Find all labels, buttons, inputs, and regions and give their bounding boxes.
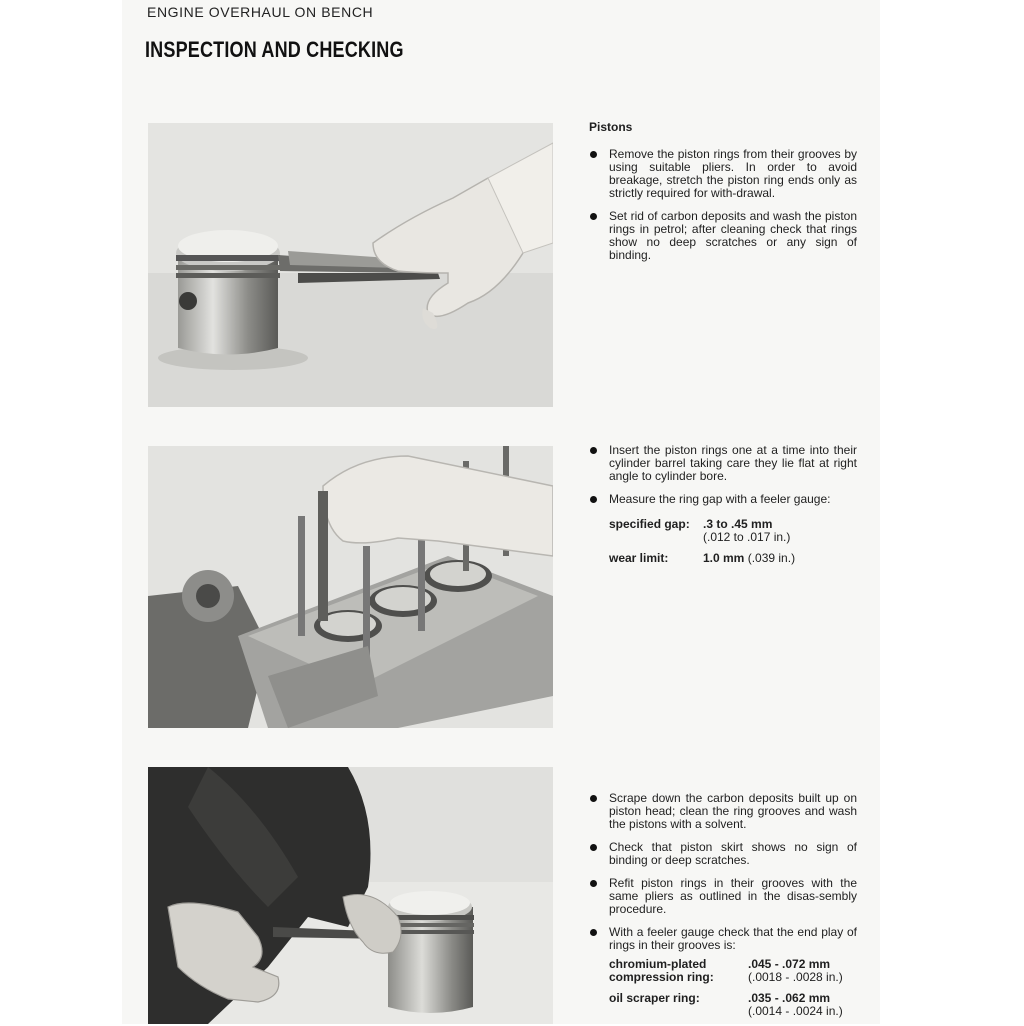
spec-wear-limit	[609, 552, 857, 565]
list-item: Insert the piston rings one at a time into their cylinder barrel taking care they lie flat at right angle to cylinder bore.	[589, 444, 857, 483]
list-item: Measure the ring gap with a feeler gauge:	[589, 493, 857, 506]
text-block-ring-gap	[589, 444, 857, 577]
photo-feeler-gauge-on-piston	[148, 767, 553, 1024]
photo-ring-in-cylinder-bore	[148, 446, 553, 728]
bullet-icon	[590, 447, 597, 454]
spec-oil-scraper-ring	[609, 992, 857, 1018]
bullet-icon	[590, 151, 597, 158]
bullet-list	[589, 792, 857, 952]
bullet-list	[589, 148, 857, 262]
spec-specified-gap	[609, 518, 857, 544]
bullet-icon	[590, 795, 597, 802]
spec-chromium-ring	[609, 958, 857, 984]
spec-label: oil scraper ring:	[609, 991, 700, 1005]
list-item: Check that piston skirt shows no sign of binding or deep scratches.	[589, 841, 857, 867]
list-item: Remove the piston rings from their grooves by using suitable pliers. In order to avoid breakage, stretch the piston ring ends only as strictly required for with-drawal.	[589, 148, 857, 200]
spec-value: .035 - .062 mm (.0014 - .0024 in.)	[748, 991, 843, 1018]
spec-label: wear limit:	[609, 551, 669, 565]
spec-value: .045 - .072 mm (.0018 - .0028 in.)	[748, 957, 843, 984]
text-block-pistons-removal	[589, 121, 857, 272]
spec-label: chromium-plated compression ring:	[609, 957, 714, 984]
bullet-list	[589, 444, 857, 506]
bullet-icon	[590, 844, 597, 851]
photo-piston-ring-pliers	[148, 123, 553, 407]
bullet-icon	[590, 496, 597, 503]
spec-label: specified gap:	[609, 517, 690, 531]
bullet-icon	[590, 880, 597, 887]
bullet-icon	[590, 929, 597, 936]
running-head: ENGINE OVERHAUL ON BENCH	[147, 4, 374, 20]
list-item: Refit piston rings in their grooves with the same pliers as outlined in the disas-sembly procedure.	[589, 877, 857, 916]
list-item: With a feeler gauge check that the end play of rings in their grooves is:	[589, 926, 857, 952]
spec-value: 1.0 mm (.039 in.)	[703, 551, 796, 565]
text-block-ring-end-play	[589, 792, 857, 1026]
bullet-icon	[590, 213, 597, 220]
section-title-pistons: Pistons	[589, 120, 633, 134]
list-item: Scrape down the carbon deposits built up on piston head; clean the ring grooves and wash the pistons with a solvent.	[589, 792, 857, 831]
spec-value: .3 to .45 mm (.012 to .017 in.)	[703, 517, 791, 544]
list-item: Set rid of carbon deposits and wash the piston rings in petrol; after cleaning check that rings show no deep scratches or any sign of binding.	[589, 210, 857, 262]
page-title: INSPECTION AND CHECKING	[145, 37, 404, 62]
